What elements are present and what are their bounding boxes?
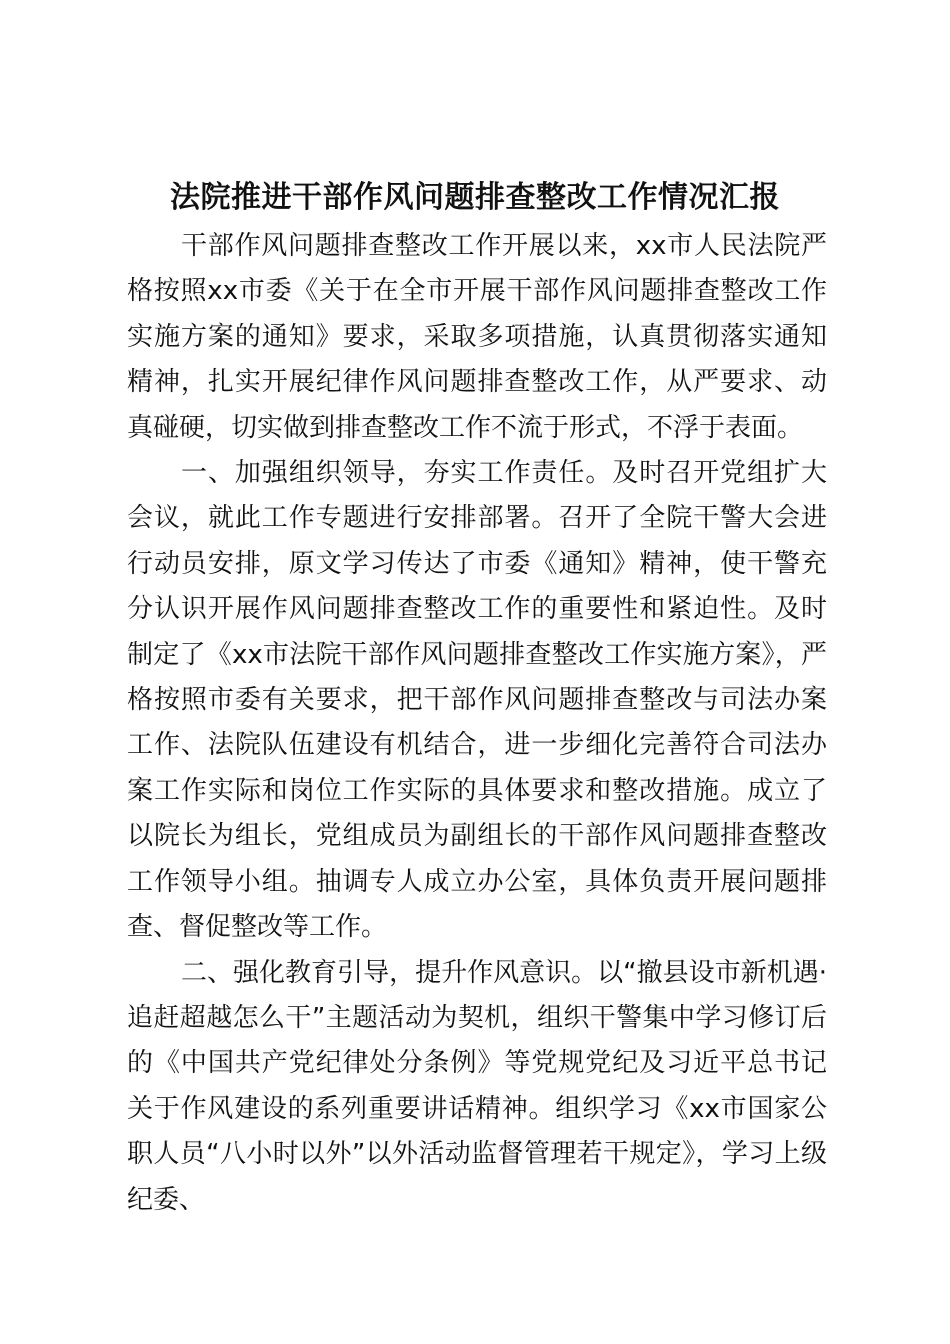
paragraph-section-2: 二、强化教育引导，提升作风意识。以“撤县设市新机遇·追赶超越怎么干”主题活动为契机，组织干警集中学习修订后的《中国共产党纪律处分条例》等党规党纪及习近平总书记关于作风建设的系列重要讲话精神。组织学习《xx市国家公职人员“八小时以外”以外活动监督管理若干规定》，学习上级纪委、 xyxy=(127,957,827,1215)
document-body xyxy=(127,224,827,1223)
paragraph-intro: 干部作风问题排查整改工作开展以来，xx市人民法院严格按照xx市委《关于在全市开展干部作风问题排查整改工作实施方案的通知》要求，采取多项措施，认真贯彻落实通知精神，扎实开展纪律作风问题排查整改工作，从严要求、动真碰硬，切实做到排查整改工作不流于形式，不浮于表面。 xyxy=(127,231,827,443)
document-title: 法院推进干部作风问题排查整改工作情况汇报 xyxy=(170,180,780,215)
paragraph-section-1: 一、加强组织领导，夯实工作责任。及时召开党组扩大会议，就此工作专题进行安排部署。召开了全院干警大会进行动员安排，原文学习传达了市委《通知》精神，使干警充分认识开展作风问题排查整改工作的重要性和紧迫性。及时制定了《xx市法院干部作风问题排查整改工作实施方案》，严格按照市委有关要求，把干部作风问题排查整改与司法办案工作、法院队伍建设有机结合，进一步细化完善符合司法办案工作实际和岗位工作实际的具体要求和整改措施。成立了以院长为组长，党组成员为副组长的干部作风问题排查整改工作领导小组。抽调专人成立办公室，具体负责开展问题排查、督促整改等工作。 xyxy=(127,458,827,943)
